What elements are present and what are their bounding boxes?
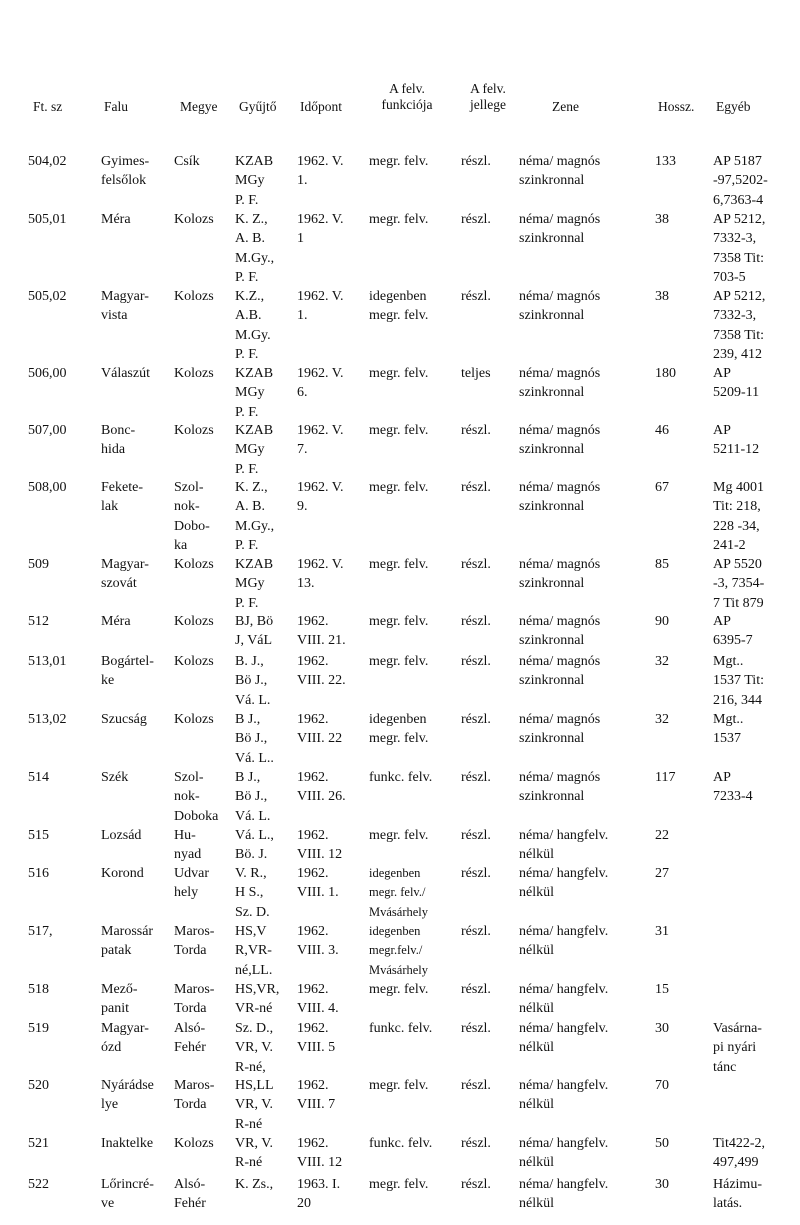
cell-jelleg: részl. (461, 480, 491, 495)
cell-funkcio: idegenben megr.felv./ Mvásárhely (369, 924, 429, 977)
cell-zene: néma/ magnós szinkronnal (519, 480, 601, 515)
cell-zene: néma/ magnós szinkronnal (519, 154, 601, 189)
cell-egyeb: AP 5209-11 (713, 366, 760, 401)
cell-megye: Udvar hely (174, 866, 209, 901)
cell-megye: Maros- Torda (174, 982, 215, 1017)
cell-megye: Kolozs (174, 712, 214, 727)
cell-hossz: 85 (655, 557, 669, 572)
cell-idopont: 1962. VIII. 22 (297, 712, 343, 747)
cell-gyujto: V. R., H S., Sz. D. (235, 866, 270, 920)
cell-hossz: 32 (655, 654, 669, 669)
cell-ftsz: 514 (28, 770, 49, 785)
cell-idopont: 1962. VIII. 21. (297, 614, 346, 649)
cell-gyujto: HS,LL VR, V. R-né (235, 1078, 274, 1132)
cell-hossz: 30 (655, 1177, 669, 1192)
header-funkcio: A felv. funkciója (381, 81, 433, 112)
cell-megye: Maros- Torda (174, 1078, 215, 1113)
cell-jelleg: részl. (461, 614, 491, 629)
cell-falu: Mező- panit (101, 982, 138, 1017)
cell-falu: Inaktelke (101, 1136, 154, 1151)
cell-gyujto: B J., Bö J., Vá. L. (235, 770, 271, 824)
cell-jelleg: részl. (461, 828, 491, 843)
cell-idopont: 1962. VIII. 7 (297, 1078, 336, 1113)
cell-idopont: 1962. VIII. 26. (297, 770, 346, 805)
cell-megye: Hu- nyad (174, 828, 202, 863)
header-ftsz: Ft. sz (33, 99, 63, 114)
cell-falu: Fekete- lak (101, 480, 143, 515)
cell-megye: Kolozs (174, 614, 214, 629)
cell-falu: Szucság (101, 712, 147, 727)
cell-gyujto: B J., Bö J., Vá. L.. (235, 712, 274, 766)
cell-idopont: 1962. V. 1. (297, 154, 344, 189)
cell-zene: néma/ hangfelv. nélkül (519, 1136, 609, 1171)
cell-idopont: 1962. V. 6. (297, 366, 344, 401)
cell-gyujto: KZAB MGy P. F. (235, 423, 274, 477)
cell-zene: néma/ hangfelv. nélkül (519, 866, 609, 901)
cell-gyujto: K. Zs., (235, 1177, 274, 1192)
cell-hossz: 31 (655, 924, 669, 939)
cell-megye: Csík (174, 154, 200, 169)
cell-idopont: 1962. VIII. 4. (297, 982, 339, 1017)
cell-funkcio: megr. felv. (369, 1078, 429, 1093)
cell-idopont: 1962. VIII. 5 (297, 1021, 336, 1056)
cell-egyeb: AP 5211-12 (713, 423, 760, 458)
cell-gyujto: KZAB MGy P. F. (235, 366, 274, 420)
cell-ftsz: 520 (28, 1078, 49, 1093)
cell-ftsz: 504,02 (28, 154, 67, 169)
cell-jelleg: részl. (461, 1177, 491, 1192)
cell-zene: néma/ magnós szinkronnal (519, 289, 601, 324)
cell-egyeb: AP 5520 -3, 7354- 7 Tit 879 (713, 557, 765, 611)
cell-zene: néma/ hangfelv. nélkül (519, 982, 609, 1017)
cell-jelleg: részl. (461, 212, 491, 227)
cell-gyujto: K.Z., A.B. M.Gy. P. F. (235, 289, 271, 362)
cell-jelleg: részl. (461, 982, 491, 997)
cell-falu: Bogártel- ke (101, 654, 154, 689)
cell-ftsz: 521 (28, 1136, 49, 1151)
cell-zene: néma/ magnós szinkronnal (519, 614, 601, 649)
cell-egyeb: AP 5187 -97,5202- 6,7363-4 (713, 154, 768, 208)
cell-falu: Gyimes- felsőlok (101, 154, 150, 189)
cell-zene: néma/ hangfelv. nélkül (519, 1078, 609, 1113)
cell-idopont: 1962. V. 1 (297, 212, 344, 247)
cell-falu: Marossár patak (101, 924, 154, 959)
cell-egyeb: Vasárna- pi nyári tánc (713, 1021, 762, 1075)
cell-megye: Kolozs (174, 423, 214, 438)
cell-jelleg: részl. (461, 289, 491, 304)
cell-funkcio: funkc. felv. (369, 1136, 433, 1151)
cell-gyujto: Sz. D., VR, V. R-né, (235, 1021, 274, 1075)
cell-megye: Kolozs (174, 212, 214, 227)
cell-jelleg: részl. (461, 1021, 491, 1036)
cell-funkcio: funkc. felv. (369, 1021, 433, 1036)
cell-gyujto: HS,V R,VR- né,LL. (235, 924, 273, 978)
cell-jelleg: részl. (461, 654, 491, 669)
cell-funkcio: megr. felv. (369, 654, 429, 669)
cell-hossz: 67 (655, 480, 669, 495)
cell-ftsz: 516 (28, 866, 49, 881)
cell-egyeb: Mgt.. 1537 (713, 712, 744, 747)
cell-ftsz: 505,01 (28, 212, 67, 227)
cell-egyeb: Mgt.. 1537 Tit: 216, 344 (713, 654, 764, 708)
cell-megye: Kolozs (174, 654, 214, 669)
cell-jelleg: részl. (461, 154, 491, 169)
cell-funkcio: megr. felv. (369, 614, 429, 629)
cell-falu: Lőrincré- ve (101, 1177, 154, 1212)
cell-zene: néma/ magnós szinkronnal (519, 557, 601, 592)
cell-jelleg: részl. (461, 1136, 491, 1151)
cell-jelleg: részl. (461, 866, 491, 881)
cell-gyujto: Vá. L., Bö. J. (235, 828, 274, 863)
header-hossz: Hossz. (658, 99, 695, 114)
cell-gyujto: KZAB MGy P. F. (235, 154, 274, 208)
cell-idopont: 1962. VIII. 1. (297, 866, 339, 901)
cell-hossz: 32 (655, 712, 669, 727)
cell-ftsz: 507,00 (28, 423, 67, 438)
cell-funkcio: megr. felv. (369, 154, 429, 169)
cell-falu: Korond (101, 866, 144, 881)
cell-idopont: 1962. VIII. 12 (297, 828, 343, 863)
cell-jelleg: részl. (461, 423, 491, 438)
cell-gyujto: VR, V. R-né (235, 1136, 274, 1171)
cell-zene: néma/ magnós szinkronnal (519, 423, 601, 458)
cell-gyujto: K. Z., A. B. M.Gy., P. F. (235, 212, 275, 285)
cell-funkcio: megr. felv. (369, 366, 429, 381)
cell-egyeb: AP 5212, 7332-3, 7358 Tit: 239, 412 (713, 289, 766, 362)
cell-ftsz: 513,02 (28, 712, 67, 727)
cell-falu: Magyar- szovát (101, 557, 149, 592)
header-gyujto: Gyűjtő (239, 99, 277, 114)
cell-gyujto: KZAB MGy P. F. (235, 557, 274, 611)
cell-hossz: 15 (655, 982, 669, 997)
cell-idopont: 1962. V. 13. (297, 557, 344, 592)
cell-jelleg: részl. (461, 712, 491, 727)
cell-egyeb: Tit422-2, 497,499 (713, 1136, 766, 1171)
cell-ftsz: 508,00 (28, 480, 67, 495)
header-falu: Falu (104, 99, 129, 114)
cell-hossz: 22 (655, 828, 669, 843)
cell-ftsz: 512 (28, 614, 49, 629)
cell-funkcio: megr. felv. (369, 1177, 429, 1192)
cell-egyeb: Mg 4001 Tit: 218, 228 -34, 241-2 (713, 480, 764, 553)
cell-zene: néma/ hangfelv. nélkül (519, 1021, 609, 1056)
cell-idopont: 1962. VIII. 12 (297, 1136, 343, 1171)
cell-egyeb: Házimu- latás. (713, 1177, 762, 1212)
cell-funkcio: idegenben megr. felv./ Mvásárhely (369, 866, 429, 919)
cell-hossz: 50 (655, 1136, 669, 1151)
cell-falu: Bonc- hida (101, 423, 136, 458)
cell-falu: Méra (101, 212, 131, 227)
cell-megye: Szol- nok- Doboka (174, 770, 219, 824)
cell-gyujto: BJ, Bö J, VáL (235, 614, 274, 649)
cell-jelleg: teljes (461, 366, 491, 381)
cell-funkcio: megr. felv. (369, 982, 429, 997)
cell-falu: Lozsád (101, 828, 142, 843)
header-idopont: Időpont (300, 99, 342, 114)
cell-hossz: 133 (655, 154, 676, 169)
cell-hossz: 38 (655, 212, 669, 227)
cell-megye: Alsó- Fehér (174, 1021, 206, 1056)
cell-ftsz: 506,00 (28, 366, 67, 381)
cell-hossz: 117 (655, 770, 676, 785)
cell-falu: Magyar- vista (101, 289, 149, 324)
cell-idopont: 1962. VIII. 22. (297, 654, 346, 689)
cell-megye: Kolozs (174, 557, 214, 572)
cell-ftsz: 509 (28, 557, 49, 572)
cell-idopont: 1962. V. 7. (297, 423, 344, 458)
header-zene: Zene (552, 99, 579, 114)
cell-ftsz: 522 (28, 1177, 49, 1192)
cell-funkcio: funkc. felv. (369, 770, 433, 785)
cell-hossz: 30 (655, 1021, 669, 1036)
cell-funkcio: megr. felv. (369, 423, 429, 438)
cell-funkcio: idegenben megr. felv. (369, 712, 429, 747)
cell-falu: Szék (101, 770, 129, 785)
cell-megye: Maros- Torda (174, 924, 215, 959)
cell-idopont: 1962. VIII. 3. (297, 924, 339, 959)
cell-megye: Kolozs (174, 289, 214, 304)
cell-ftsz: 505,02 (28, 289, 67, 304)
cell-funkcio: megr. felv. (369, 557, 429, 572)
cell-hossz: 27 (655, 866, 669, 881)
cell-ftsz: 517, (28, 924, 53, 939)
cell-zene: néma/ magnós szinkronnal (519, 366, 601, 401)
cell-gyujto: K. Z., A. B. M.Gy., P. F. (235, 480, 275, 553)
cell-zene: néma/ magnós szinkronnal (519, 770, 601, 805)
header-megye: Megye (180, 99, 218, 114)
cell-hossz: 90 (655, 614, 669, 629)
cell-ftsz: 519 (28, 1021, 49, 1036)
cell-funkcio: idegenben megr. felv. (369, 289, 429, 324)
cell-egyeb: AP 7233-4 (713, 770, 753, 805)
cell-funkcio: megr. felv. (369, 480, 429, 495)
cell-zene: néma/ magnós szinkronnal (519, 212, 601, 247)
cell-zene: néma/ hangfelv. nélkül (519, 1177, 609, 1212)
cell-gyujto: B. J., Bö J., Vá. L. (235, 654, 271, 708)
cell-idopont: 1963. I. 20 (297, 1177, 341, 1212)
cell-idopont: 1962. V. 1. (297, 289, 344, 324)
cell-funkcio: megr. felv. (369, 828, 429, 843)
header-jelleg: A felv. jellege (470, 81, 506, 112)
cell-egyeb: AP 5212, 7332-3, 7358 Tit: 703-5 (713, 212, 766, 285)
cell-falu: Válaszút (101, 366, 150, 381)
cell-hossz: 70 (655, 1078, 669, 1093)
cell-zene: néma/ magnós szinkronnal (519, 712, 601, 747)
cell-funkcio: megr. felv. (369, 212, 429, 227)
cell-jelleg: részl. (461, 1078, 491, 1093)
cell-ftsz: 518 (28, 982, 49, 997)
cell-jelleg: részl. (461, 557, 491, 572)
cell-ftsz: 513,01 (28, 654, 67, 669)
cell-gyujto: HS,VR, VR-né (235, 982, 280, 1017)
cell-falu: Magyar- ózd (101, 1021, 149, 1056)
cell-zene: néma/ hangfelv. nélkül (519, 828, 609, 863)
cell-jelleg: részl. (461, 770, 491, 785)
cell-idopont: 1962. V. 9. (297, 480, 344, 515)
cell-megye: Kolozs (174, 1136, 214, 1151)
cell-ftsz: 515 (28, 828, 49, 843)
header-egyeb: Egyéb (716, 99, 751, 114)
cell-zene: néma/ hangfelv. nélkül (519, 924, 609, 959)
cell-falu: Méra (101, 614, 131, 629)
cell-zene: néma/ magnós szinkronnal (519, 654, 601, 689)
cell-falu: Nyárádse lye (101, 1078, 154, 1113)
cell-hossz: 38 (655, 289, 669, 304)
cell-megye: Alsó- Fehér (174, 1177, 206, 1212)
cell-egyeb: AP 6395-7 (713, 614, 753, 649)
cell-hossz: 180 (655, 366, 676, 381)
cell-megye: Kolozs (174, 366, 214, 381)
cell-jelleg: részl. (461, 924, 491, 939)
cell-megye: Szol- nok- Dobo- ka (174, 480, 210, 553)
cell-hossz: 46 (655, 423, 669, 438)
